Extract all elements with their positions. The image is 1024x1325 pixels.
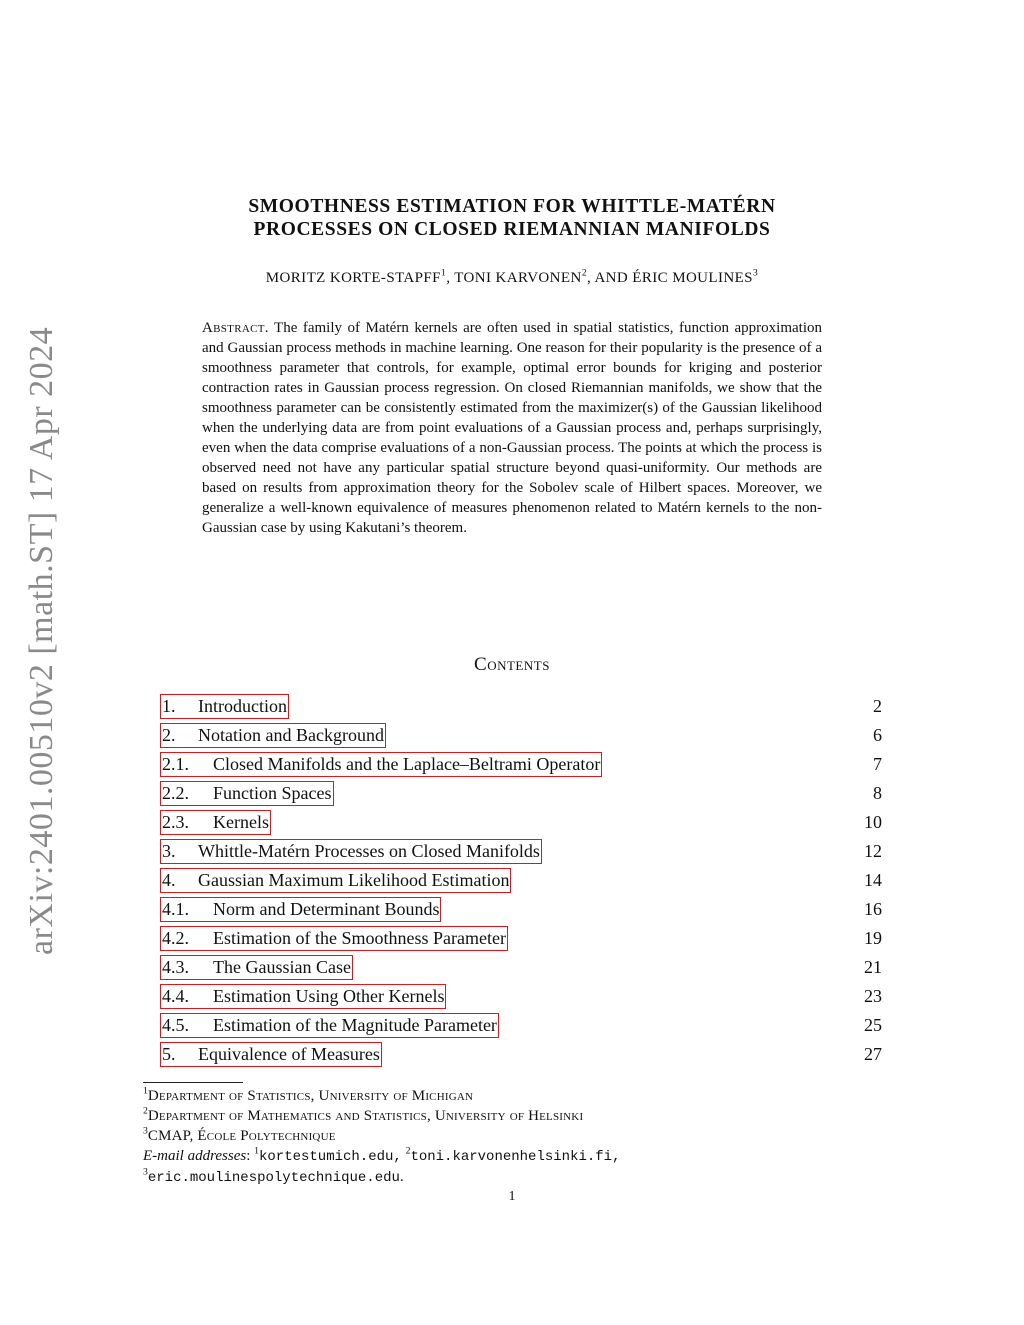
title-line-2: PROCESSES ON CLOSED RIEMANNIAN MANIFOLDS xyxy=(253,219,771,240)
toc-entry-number: 4.5. xyxy=(162,1015,189,1035)
toc-entry-link[interactable] xyxy=(160,868,511,893)
toc-row xyxy=(160,839,884,868)
toc-row xyxy=(160,984,884,1013)
email-addresses-continued: $^3$eric.moulinespolytechnique.edu. xyxy=(143,1166,404,1186)
toc-entry-page: 7 xyxy=(873,754,882,774)
toc-row xyxy=(160,955,884,984)
toc-row xyxy=(160,694,884,723)
title-line-1: SMOOTHNESS ESTIMATION FOR WHITTLE-MATÉRN xyxy=(248,196,776,217)
email-addresses: E-mail addresses: $^1$kortestumich.edu, $^2$toni.karvonenhelsinki.fi, xyxy=(143,1145,621,1165)
author-3-mark: 3 xyxy=(752,267,759,279)
author-2: TONI KARVONEN xyxy=(454,270,582,286)
toc-entry-link[interactable] xyxy=(160,955,353,980)
toc-entry-link[interactable] xyxy=(160,926,508,951)
affiliation-3 xyxy=(143,1126,843,1146)
author-2-mark: 2 xyxy=(581,267,587,279)
toc-entry-number: 2.2. xyxy=(162,783,189,803)
toc-entry-link[interactable] xyxy=(160,1013,499,1038)
toc-entry-number: 4.1. xyxy=(162,899,189,919)
toc-entry-link[interactable] xyxy=(160,810,271,835)
email-3-mark: 3 xyxy=(143,1166,148,1178)
toc-entry-number: 1. xyxy=(162,696,176,716)
affiliation-2-mark: 2 xyxy=(143,1105,148,1117)
toc-entry-page: 6 xyxy=(873,725,882,745)
toc-entry-title: Estimation Using Other Kernels xyxy=(213,986,445,1006)
toc-entry-title: Closed Manifolds and the Laplace–Beltrami Operator xyxy=(213,754,601,774)
toc-entry-page: 23 xyxy=(864,986,882,1006)
toc-entry-number: 2.3. xyxy=(162,812,189,832)
email-2[interactable]: toni.karvonenhelsinki.fi, xyxy=(410,1149,621,1165)
toc-entry-link[interactable] xyxy=(160,781,334,806)
toc-row xyxy=(160,1042,884,1071)
table-of-contents xyxy=(160,694,884,1071)
email-label: E-mail addresses xyxy=(143,1148,247,1164)
toc-row xyxy=(160,810,884,839)
toc-entry-page: 12 xyxy=(864,841,882,861)
paper-title xyxy=(150,195,874,241)
toc-entry-link[interactable] xyxy=(160,839,542,864)
toc-row xyxy=(160,926,884,955)
affiliation-2-text: Department of Mathematics and Statistics, University of Helsinki xyxy=(147,1108,584,1124)
author-3: ÉRIC MOULINES xyxy=(632,270,753,286)
author-list xyxy=(150,267,874,287)
email-1[interactable]: kortestumich.edu, xyxy=(258,1149,402,1165)
toc-entry-link[interactable] xyxy=(160,694,289,719)
toc-entry-title: The Gaussian Case xyxy=(213,957,351,977)
toc-entry-number: 4.4. xyxy=(162,986,189,1006)
toc-entry-title: Norm and Determinant Bounds xyxy=(213,899,440,919)
toc-entry-number: 4.2. xyxy=(162,928,189,948)
toc-entry-link[interactable] xyxy=(160,1042,382,1067)
abstract-label: Abstract. xyxy=(202,320,269,336)
arxiv-identifier-stamp: arXiv:2401.00510v2 [math.ST] 17 Apr 2024 xyxy=(23,326,60,955)
toc-entry-title: Whittle-Matérn Processes on Closed Manifolds xyxy=(198,841,540,861)
toc-entry-title: Notation and Background xyxy=(198,725,384,745)
toc-entry-title: Estimation of the Magnitude Parameter xyxy=(213,1015,497,1035)
toc-entry-page: 16 xyxy=(864,899,882,919)
footnotes xyxy=(143,1086,843,1188)
abstract-text: The family of Matérn kernels are often used in spatial statistics, function approximation and Gaussian process methods in machine learning. One reason for their popularity is the presence of a smoothness parameter that controls, for example, optimal error bounds for kriging and posterior contraction rates in Gaussian process regression. On closed Riemannian manifolds, we show that the smoothness parameter can be consistently estimated from the maximizer(s) of the Gaussian likelihood when the underlying data are from point evaluations of a Gaussian process and, perhaps surprisingly, even when the data comprise evaluations of a non-Gaussian process. The points at which the process is observed need not have any particular spatial structure beyond quasi-uniformity. Our methods are based on results from approximation theory for the Sobolev scale of Hilbert spaces. Moreover, we generalize a well-known equivalence of measures phenomenon related to Matérn kernels to the non-Gaussian case by using Kakutani’s theorem. xyxy=(202,320,822,536)
toc-entry-page: 27 xyxy=(864,1044,882,1064)
toc-entry-title: Gaussian Maximum Likelihood Estimation xyxy=(198,870,510,890)
toc-entry-page: 19 xyxy=(864,928,882,948)
author-separator-2: , AND xyxy=(586,270,633,286)
page-number: 1 xyxy=(508,1189,516,1204)
toc-entry-title: Kernels xyxy=(213,812,269,832)
toc-row xyxy=(160,868,884,897)
toc-row xyxy=(160,752,884,781)
affiliation-3-mark: 3 xyxy=(143,1125,148,1137)
toc-entry-number: 3. xyxy=(162,841,176,861)
email-3[interactable]: eric.moulinespolytechnique.edu xyxy=(147,1170,400,1186)
toc-entry-link[interactable] xyxy=(160,723,386,748)
author-separator-1: , xyxy=(446,270,455,286)
toc-entry-link[interactable] xyxy=(160,897,441,922)
toc-entry-page: 14 xyxy=(864,870,882,890)
author-1-mark: 1 xyxy=(440,267,447,279)
toc-entry-page: 25 xyxy=(864,1015,882,1035)
affiliation-1-mark: 1 xyxy=(143,1085,148,1097)
toc-entry-title: Function Spaces xyxy=(213,783,332,803)
toc-entry-number: 5. xyxy=(162,1044,176,1064)
toc-row xyxy=(160,723,884,752)
author-1: MORITZ KORTE-STAPFF xyxy=(265,270,441,286)
toc-entry-title: Estimation of the Smoothness Parameter xyxy=(213,928,506,948)
toc-entry-link[interactable] xyxy=(160,752,602,777)
email-2-mark: 2 xyxy=(405,1145,411,1157)
toc-entry-page: 10 xyxy=(864,812,882,832)
contents-heading: Contents xyxy=(474,654,550,675)
abstract xyxy=(202,318,822,538)
affiliation-3-text: CMAP, École Polytechnique xyxy=(147,1128,336,1144)
toc-entry-title: Equivalence of Measures xyxy=(198,1044,380,1064)
toc-entry-page: 21 xyxy=(864,957,882,977)
toc-entry-number: 4. xyxy=(162,870,176,890)
toc-row xyxy=(160,1013,884,1042)
toc-row xyxy=(160,781,884,810)
toc-entry-number: 2. xyxy=(162,725,176,745)
affiliation-1-text: Department of Statistics, University of Michigan xyxy=(147,1088,474,1104)
toc-entry-number: 4.3. xyxy=(162,957,189,977)
affiliation-2 xyxy=(143,1106,843,1126)
footnote-divider xyxy=(143,1082,243,1083)
toc-entry-link[interactable] xyxy=(160,984,446,1009)
toc-entry-page: 8 xyxy=(873,783,882,803)
email-1-mark: 1 xyxy=(254,1145,259,1157)
toc-entry-title: Introduction xyxy=(198,696,287,716)
affiliation-1 xyxy=(143,1086,843,1106)
toc-entry-page: 2 xyxy=(873,696,882,716)
toc-row xyxy=(160,897,884,926)
toc-entry-number: 2.1. xyxy=(162,754,189,774)
